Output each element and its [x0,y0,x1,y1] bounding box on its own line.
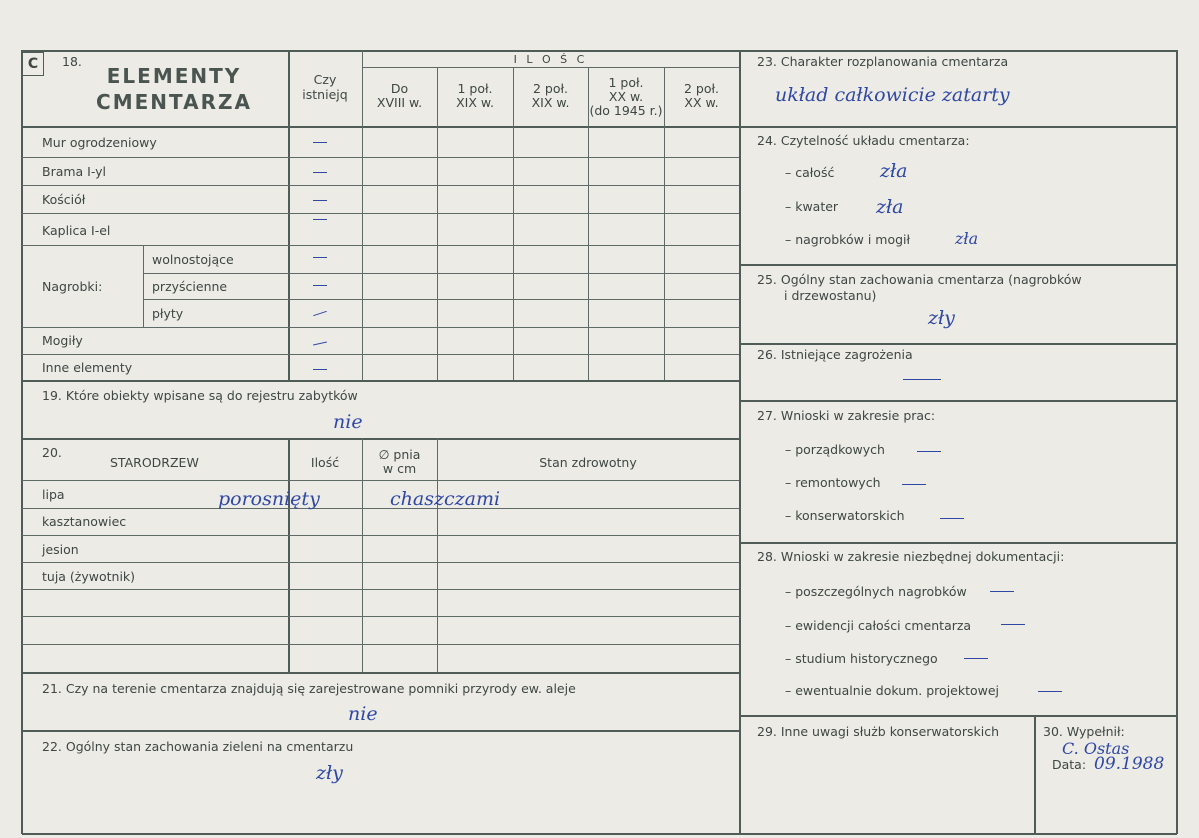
s24-item-nagrobkow: – nagrobków i mogił [785,232,911,247]
card-letter: C [22,52,44,76]
handwritten-dash [902,484,926,485]
section-23-answer: układ całkowicie zatarty [775,84,1010,106]
s28-item-nagrobkow: – poszczególnych nagrobków [785,584,967,599]
section-27-label: 27. Wnioski w zakresie prac: [757,408,936,423]
section-30-name: C. Ostas [1062,739,1130,758]
s28-item-studium: – studium historycznego [785,651,938,666]
col-exists-2: istniejq [302,87,348,102]
row-brama: Brama I-yl [42,164,107,179]
s27-item-konserwatorskich: – konserwatorskich [785,508,905,523]
handwritten-dash [313,172,327,173]
tree-kasztanowiec: kasztanowiec [42,514,127,529]
s27-item-remontowych: – remontowych [785,475,881,490]
handwritten-dash [313,219,327,220]
section-30-date-label: Data: [1052,757,1087,772]
col-2pol20-1: 2 poł. [683,81,720,96]
section-25-label-1: 25. Ogólny stan zachowania cmentarza (nagrobków [757,272,1082,287]
col-pnia-1: ∅ pnia [378,447,421,462]
col-exists-1: Czy [313,72,337,87]
section-20-number: 20. [42,445,62,460]
row-przyscienne: przyścienne [152,279,228,294]
section-30-label: 30. Wypełnił: [1043,724,1125,739]
section-22-label: 22. Ogólny stan zachowania zieleni na cmentarzu [42,739,354,754]
tree-tuja: tuja (żywotnik) [42,569,136,584]
row-plyty: płyty [152,306,184,321]
section-22-answer: zły [316,762,343,784]
col-do-2: XVIII w. [376,95,423,110]
handwritten-dash [313,369,327,370]
s24-item-kwater: – kwater [785,199,839,214]
section-20-answer-1: porosnięty [218,488,320,510]
col-1pol20-2: XX w. [608,89,644,104]
handwritten-dash [903,379,941,380]
row-kaplica: Kaplica I-el [42,223,111,238]
col-ilosc: Ilość [310,455,340,470]
s28-item-ewidencji: – ewidencji całości cmentarza [785,618,972,633]
handwritten-dash [313,285,327,286]
row-kosciol: Kościół [42,192,86,207]
col-1pol19-1: 1 poł. [457,81,493,96]
col-1pol20-3: (do 1945 r.) [589,103,663,118]
row-inne: Inne elementy [42,360,133,375]
handwritten-dash [313,142,327,143]
s27-item-porzadkowych: – porządkowych [785,442,885,457]
section-25-label-2: i drzewostanu) [784,288,877,303]
handwritten-dash [1001,624,1025,625]
col-2pol19-2: XIX w. [531,95,570,110]
handwritten-dash [940,518,964,519]
handwritten-dash [990,591,1014,592]
section-21-label: 21. Czy na terenie cmentarza znajdują się zarejestrowane pomniki przyrody ew. aleje [42,681,576,696]
section-21-answer: nie [348,703,378,725]
section-20-title: STARODRZEW [110,455,199,470]
handwritten-dash [313,311,327,316]
handwritten-dash [964,658,988,659]
s24-answer-nagrobkow: zła [955,229,979,248]
tree-jesion: jesion [42,542,79,557]
tree-lipa: lipa [42,487,65,502]
section-18-title-1: ELEMENTY [106,64,242,88]
section-24-label: 24. Czytelność układu cmentarza: [757,133,970,148]
col-do-1: Do [390,81,409,96]
section-19-label: 19. Które obiekty wpisane są do rejestru zabytków [42,388,358,403]
handwritten-dash [1038,691,1062,692]
col-1pol19-2: XIX w. [456,95,494,110]
s24-answer-kwater: zła [876,196,904,218]
section-29-label: 29. Inne uwagi służb konserwatorskich [757,724,999,739]
section-30-date: 09.1988 [1094,754,1165,774]
section-18-title-2: CMENTARZA [96,90,252,114]
s24-answer-calosc: zła [880,160,908,182]
s24-item-calosc: – całość [785,165,835,180]
section-19-answer: nie [333,411,363,433]
s28-item-projektowej: – ewentualnie dokum. projektowej [785,683,1000,698]
section-23-label: 23. Charakter rozplanowania cmentarza [757,54,1009,69]
col-2pol20-2: XX w. [684,95,719,110]
handwritten-dash [313,200,327,201]
col-2pol19-1: 2 poł. [532,81,569,96]
col-pnia-2: w cm [382,461,417,476]
row-nagrobki: Nagrobki: [42,279,103,294]
section-18-number: 18. [62,54,82,69]
section-28-label: 28. Wnioski w zakresie niezbędnej dokumentacji: [757,549,1065,564]
handwritten-dash [313,257,327,258]
handwritten-dash [917,451,941,452]
row-wolnostojace: wolnostojące [152,252,234,267]
col-1pol20-1: 1 poł. [608,75,644,90]
section-25-answer: zły [928,307,955,329]
section-20-answer-2: chaszczami [390,488,501,510]
ilosc-header: I L O Ś C [513,53,588,66]
col-stan: Stan zdrowotny [539,455,637,470]
row-mur: Mur ogrodzeniowy [42,135,157,150]
row-mogily: Mogiły [42,333,83,348]
section-26-label: 26. Istniejące zagrożenia [757,347,913,362]
handwritten-dash [313,342,327,346]
